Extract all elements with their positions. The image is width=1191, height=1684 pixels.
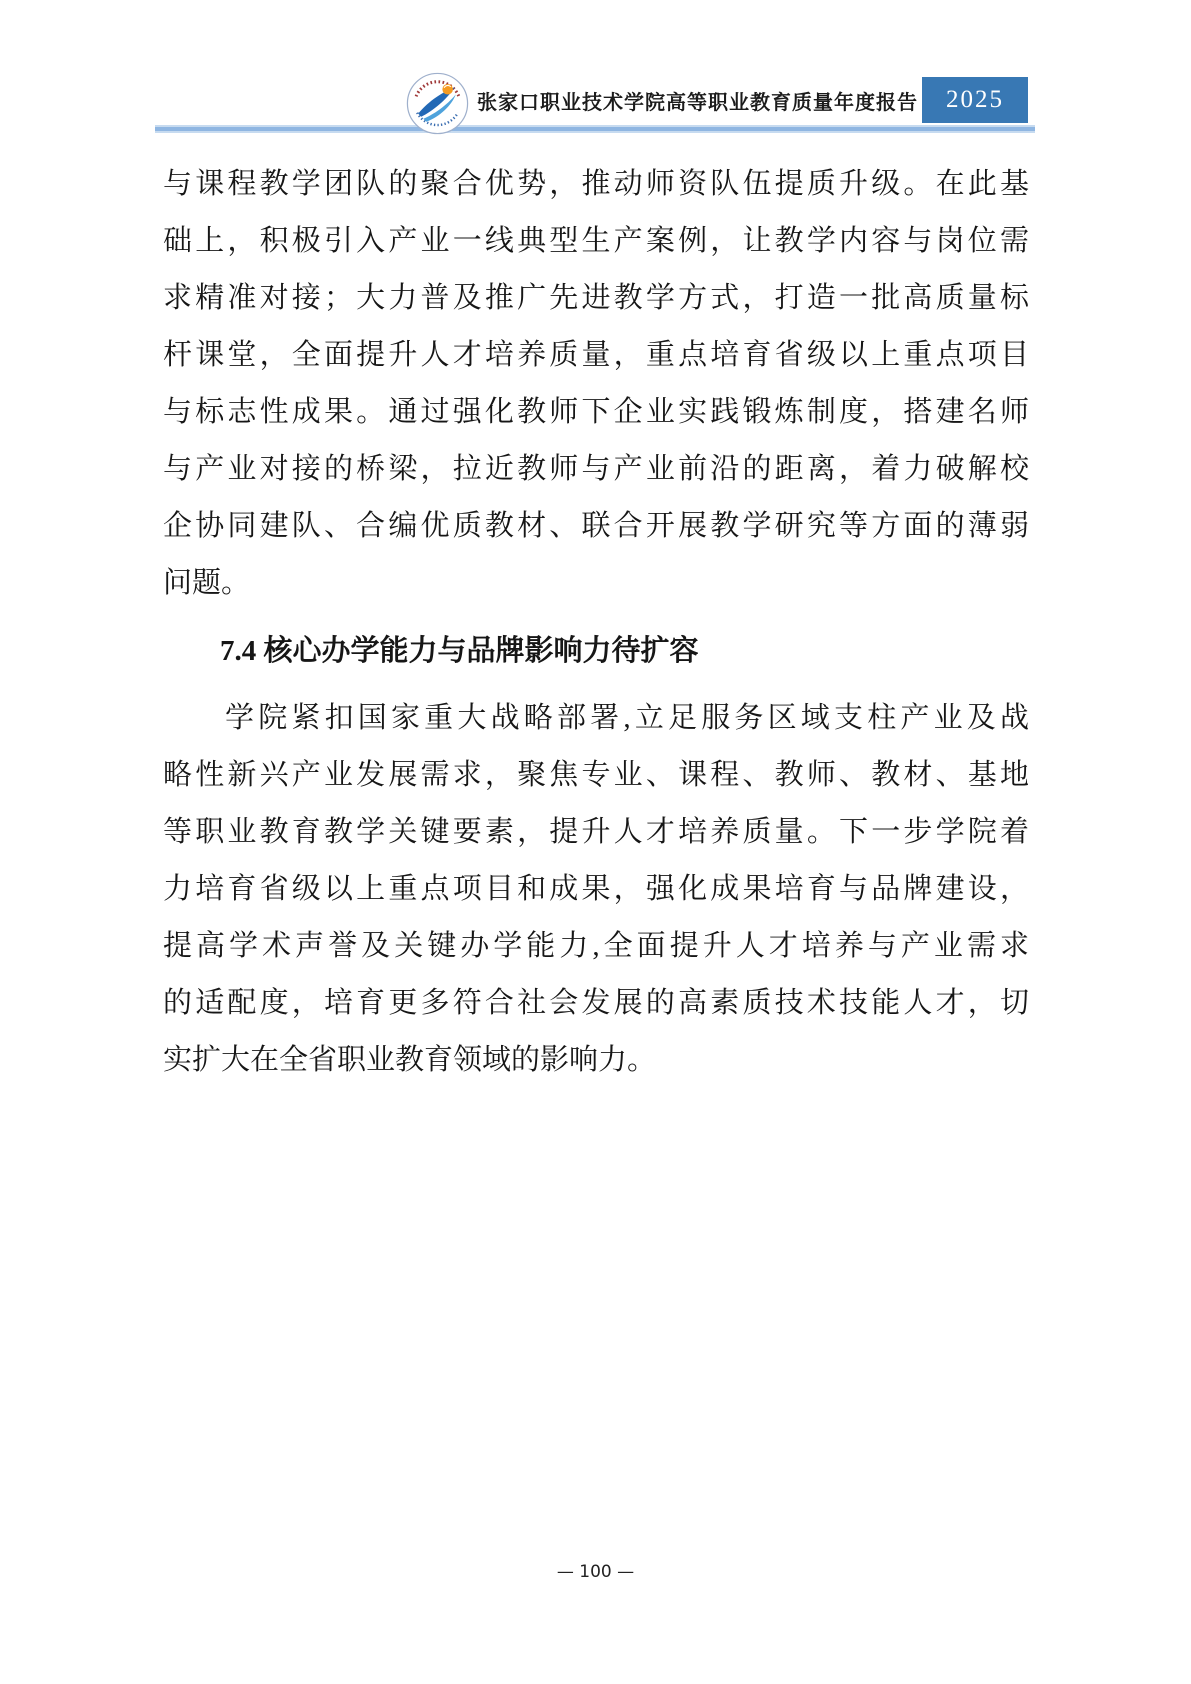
header-title: 张家口职业技术学院高等职业教育质量年度报告 bbox=[477, 92, 918, 114]
text-line: 略性新兴产业发展需求，聚焦专业、课程、教师、教材、基地 bbox=[163, 759, 1029, 791]
text-line: 力培育省级以上重点项目和成果，强化成果培育与品牌建设， bbox=[163, 873, 1029, 905]
text-line: 学院紧扣国家重大战略部署,立足服务区域支柱产业及战 bbox=[225, 702, 1029, 734]
text-line: 的适配度，培育更多符合社会发展的高素质技术技能人才，切 bbox=[163, 987, 1029, 1019]
text-line: 企协同建队、合编优质教材、联合开展教学研究等方面的薄弱 bbox=[163, 510, 1029, 542]
text-line: 求精准对接；大力普及推广先进教学方式，打造一批高质量标 bbox=[163, 282, 1029, 314]
college-emblem-icon bbox=[406, 72, 469, 135]
text-line: 实扩大在全省职业教育领域的影响力。 bbox=[163, 1044, 657, 1076]
section-heading-7-4: 7.4 核心办学能力与品牌影响力待扩容 bbox=[220, 635, 699, 667]
text-line: 提高学术声誉及关键办学能力,全面提升人才培养与产业需求 bbox=[163, 930, 1029, 962]
text-line: 问题。 bbox=[163, 567, 251, 599]
text-line: 与标志性成果。通过强化教师下企业实践锻炼制度，搭建名师 bbox=[163, 396, 1029, 428]
text-line: 等职业教育教学关键要素，提升人才培养质量。下一步学院着 bbox=[163, 816, 1029, 848]
text-line: 与产业对接的桥梁，拉近教师与产业前沿的距离，着力破解校 bbox=[163, 453, 1029, 485]
text-line: 与课程教学团队的聚合优势，推动师资队伍提质升级。在此基 bbox=[163, 168, 1029, 200]
page-number: — 100 — bbox=[556, 1562, 635, 1582]
paragraph-2 bbox=[163, 690, 1029, 1089]
paragraph-1 bbox=[163, 156, 1029, 612]
text-line: 杆课堂，全面提升人才培养质量，重点培育省级以上重点项目 bbox=[163, 339, 1029, 371]
page-content bbox=[163, 156, 1029, 1089]
year-badge: 2025 bbox=[922, 77, 1028, 123]
text-line: 础上，积极引入产业一线典型生产案例，让教学内容与岗位需 bbox=[163, 225, 1029, 257]
header-rule-divider bbox=[155, 125, 1035, 133]
